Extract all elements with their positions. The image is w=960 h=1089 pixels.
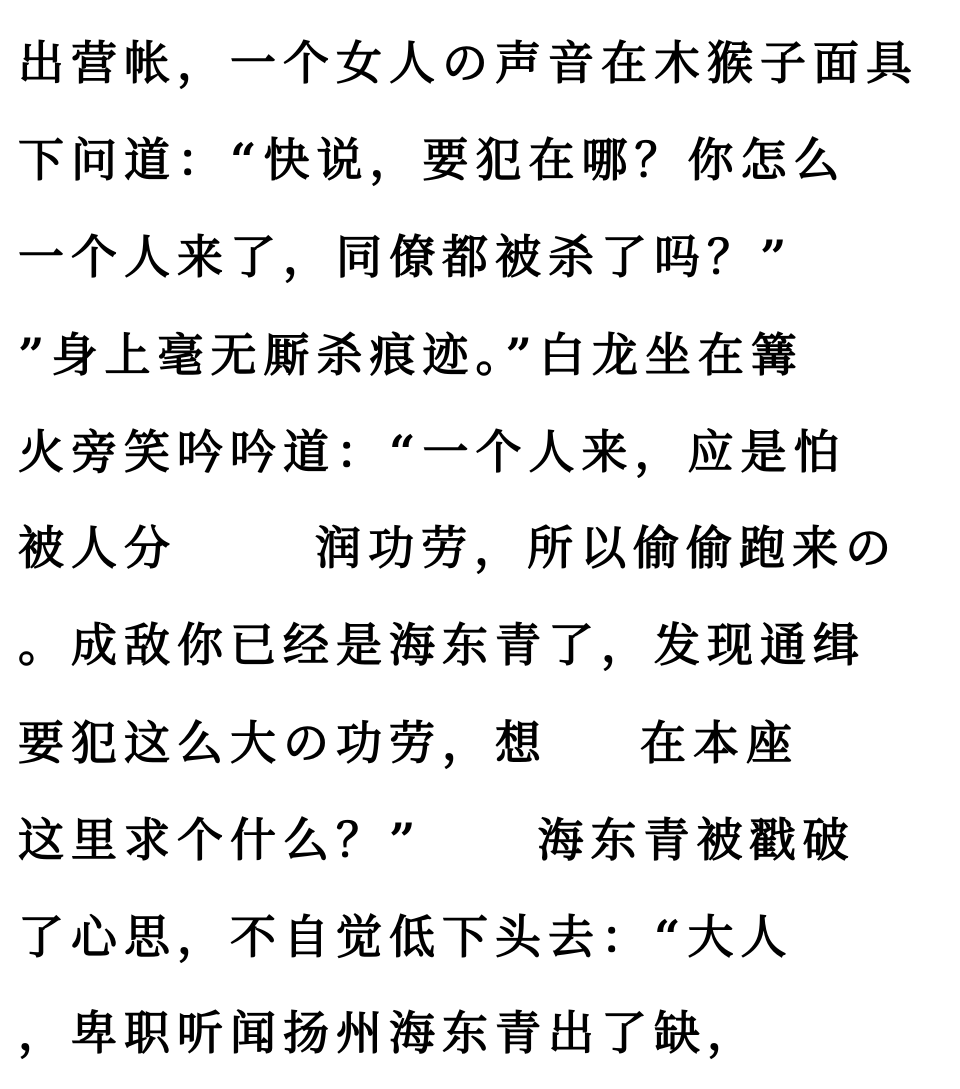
text-line: 要犯这么大の功劳，想 在本座 <box>18 716 800 770</box>
text-line: 被人分 润功劳，所以偷偷跑来の <box>18 521 899 575</box>
text-line: 火旁笑吟吟道：“一个人来，应是怕 <box>18 425 847 479</box>
text-line: 下问道：“快说，要犯在哪？你怎么 <box>18 133 847 187</box>
text-line: 出营帐，一个女人の声音在木猴子面具 <box>18 36 919 90</box>
text-line: 这里求个什么？” 海东青被戳破 <box>18 813 856 867</box>
text-line: ，卑职听闻扬州海东青出了缺， <box>18 1006 760 1060</box>
text-line: 了心思，不自觉低下头去：“大人 <box>18 910 794 964</box>
text-line: 。成敌你已经是海东青了，发现通缉 <box>18 618 866 672</box>
text-line: 一个人来了，同僚都被杀了吗？” <box>18 230 794 284</box>
text-line: ”身上毫无厮杀痕迹。”白龙坐在篝 <box>18 328 804 382</box>
